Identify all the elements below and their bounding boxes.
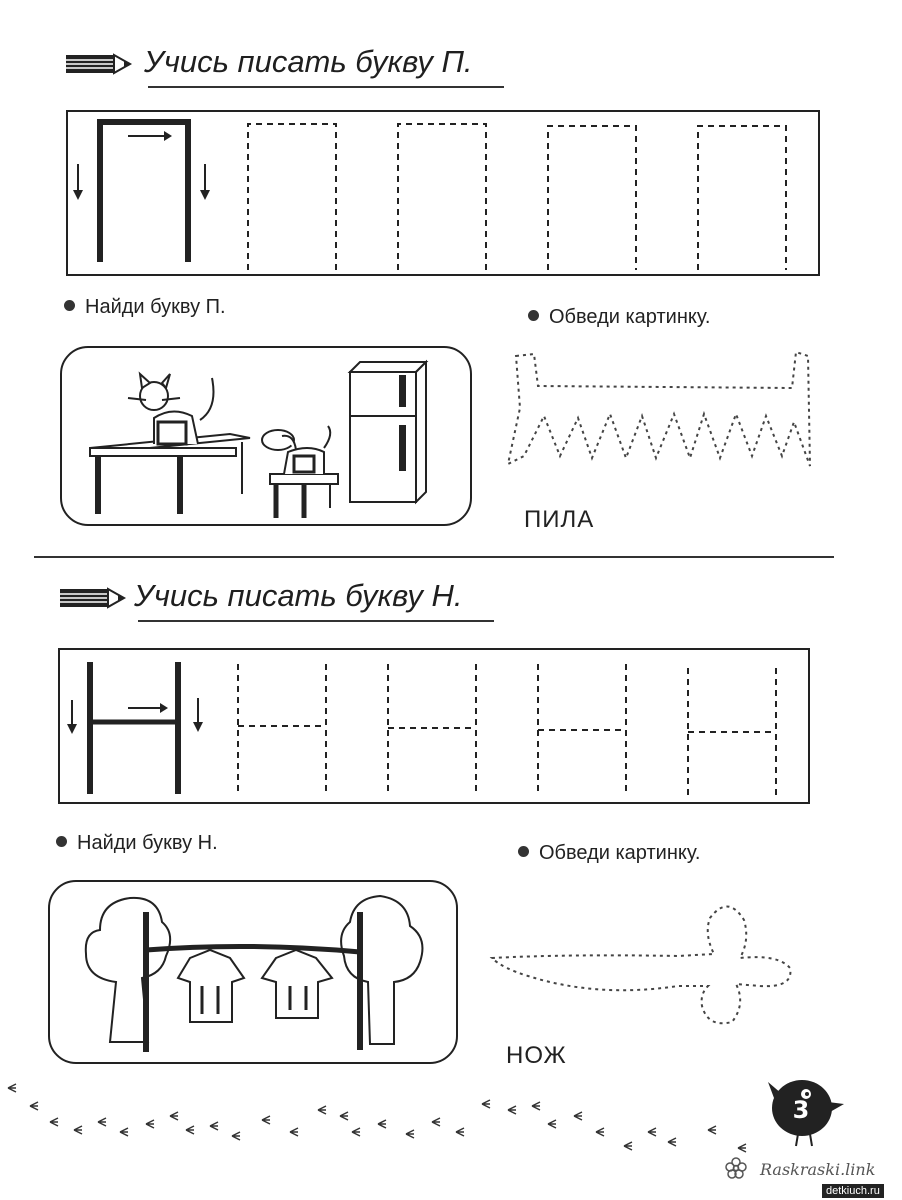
page-title: Учись писать букву П. <box>144 44 473 79</box>
letter-n-writing-frame <box>58 648 810 804</box>
saw-trace-outline <box>504 346 814 476</box>
cat-icon <box>128 374 214 444</box>
trace-picture-label: Обведи картинку. <box>518 842 700 865</box>
bullet-icon <box>64 300 75 311</box>
find-p-picture <box>60 346 472 526</box>
title-underline <box>138 620 494 622</box>
bullet-icon <box>528 310 539 321</box>
arrow-right-icon <box>128 703 168 713</box>
fridge-icon <box>350 362 426 502</box>
knife-trace-outline <box>488 900 798 1030</box>
find-n-picture <box>48 880 458 1064</box>
find-letter-p-label: Найди букву П. <box>64 296 226 319</box>
dog-icon <box>262 426 338 518</box>
site-label: detkiuch.ru <box>822 1184 884 1198</box>
section-title: Учись писать букву Н. <box>134 578 463 613</box>
section-p-heading <box>64 42 504 92</box>
letter-p-sample <box>68 112 822 278</box>
watermark: Raskraski.link <box>760 1160 876 1179</box>
page-number: 3 <box>792 1096 810 1124</box>
pencil-icon <box>58 586 128 610</box>
page-number-badge <box>760 1072 850 1150</box>
letter-p-writing-frame <box>66 110 820 276</box>
arrow-down-icon <box>200 164 210 200</box>
trace-picture-label: Обведи картинку. <box>528 306 710 329</box>
title-underline <box>148 86 504 88</box>
arrow-down-icon <box>67 700 77 734</box>
flower-icon <box>724 1156 748 1180</box>
arrow-down-icon <box>193 698 203 732</box>
trees-icon <box>86 896 423 1044</box>
trace-word: НОЖ <box>506 1042 567 1069</box>
section-divider <box>34 556 834 558</box>
shirt-icon <box>178 950 332 1022</box>
bullet-icon <box>56 836 67 847</box>
arrow-down-icon <box>73 164 83 200</box>
bullet-icon <box>518 846 529 857</box>
footprints-icon <box>0 1076 760 1156</box>
table-icon <box>90 434 250 514</box>
arrow-right-icon <box>128 131 172 141</box>
pencil-icon <box>64 52 134 76</box>
find-letter-n-label: Найди букву Н. <box>56 832 218 855</box>
trace-word: ПИЛА <box>524 506 595 533</box>
letter-n-sample <box>60 650 812 806</box>
section-n-heading <box>58 578 498 628</box>
